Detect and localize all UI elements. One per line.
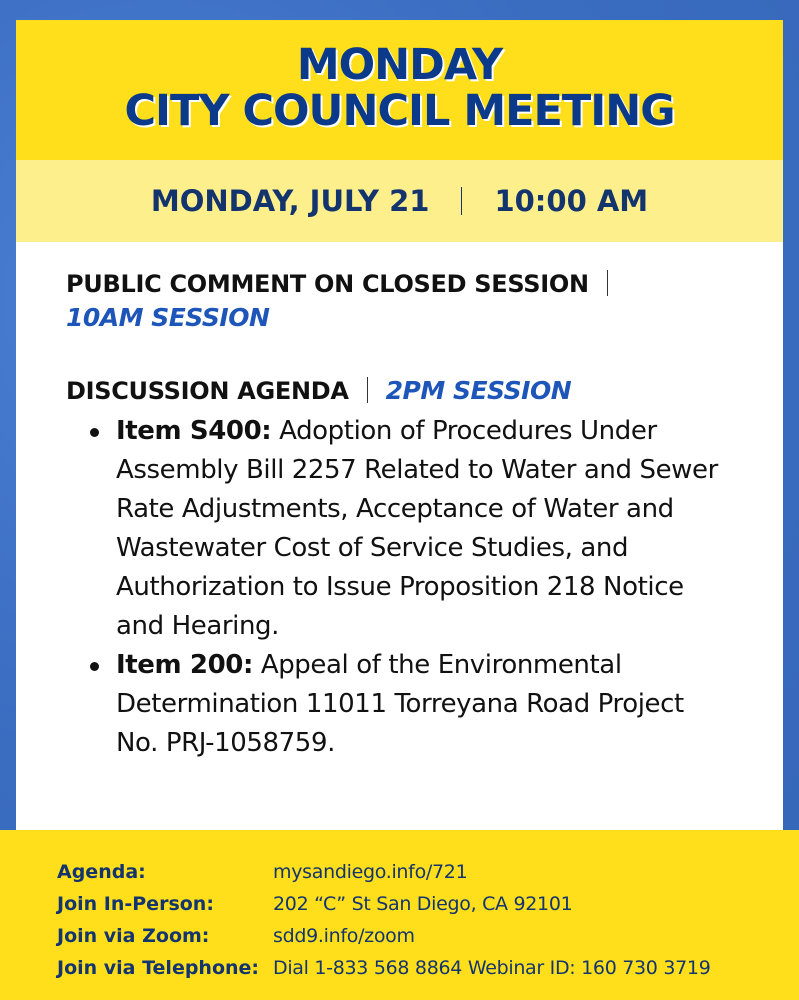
section-divider (607, 270, 608, 296)
agenda-link[interactable]: mysandiego.info/721 (273, 861, 468, 883)
footer-row-telephone (57, 953, 711, 983)
agenda-content (66, 265, 726, 763)
address-text: 202 “C” St San Diego, CA 92101 (273, 893, 573, 915)
footer-label: Join In-Person: (57, 893, 214, 915)
agenda-item-text: Appeal of the Environmental Determination 11011 Torreyana Road Project No. PRJ-1058759. (116, 650, 684, 758)
title-banner (16, 20, 783, 160)
section-heading (66, 372, 726, 410)
agenda-item-list (66, 412, 726, 763)
agenda-item-label: Item S400: (116, 416, 272, 446)
zoom-link[interactable]: sdd9.info/zoom (273, 925, 415, 947)
session-label: 10AM SESSION (66, 303, 270, 332)
section-heading (66, 265, 726, 303)
meeting-time: 10:00 AM (494, 184, 649, 218)
meeting-date: MONDAY, JULY 21 (150, 184, 430, 218)
date-time-bar (16, 160, 783, 242)
footer-row-in-person (57, 889, 572, 919)
footer-row-agenda (57, 857, 467, 887)
title-line-1: MONDAY (296, 40, 503, 90)
info-footer (0, 830, 799, 1000)
bullet-icon (90, 662, 99, 671)
footer-label: Join via Telephone: (57, 957, 260, 979)
footer-label: Join via Zoom: (57, 925, 210, 947)
telephone-info: Dial 1-833 568 8864 Webinar ID: 160 730 3719 (273, 957, 711, 979)
title-line-2: CITY COUNCIL MEETING (124, 86, 675, 136)
discussion-agenda-block (66, 372, 726, 763)
bullet-icon (90, 428, 99, 437)
agenda-item (82, 646, 726, 763)
session-label: 2PM SESSION (385, 376, 572, 405)
footer-label: Agenda: (57, 861, 146, 883)
date-time-divider (461, 187, 462, 215)
agenda-item (82, 412, 726, 646)
agenda-item-text: Adoption of Procedures Under Assembly Bill 2257 Related to Water and Sewer Rate Adjustments, Acceptance of Water and Wastewater Cost of Service Studies, and Authorization to Issue Proposition 218 Notice and Hearing. (116, 416, 718, 641)
section-title: PUBLIC COMMENT ON CLOSED SESSION (66, 270, 589, 298)
agenda-item-label: Item 200: (116, 650, 253, 680)
section-divider (367, 377, 368, 403)
footer-row-zoom (57, 921, 415, 951)
closed-session-block (66, 265, 726, 332)
section-title: DISCUSSION AGENDA (66, 377, 349, 405)
